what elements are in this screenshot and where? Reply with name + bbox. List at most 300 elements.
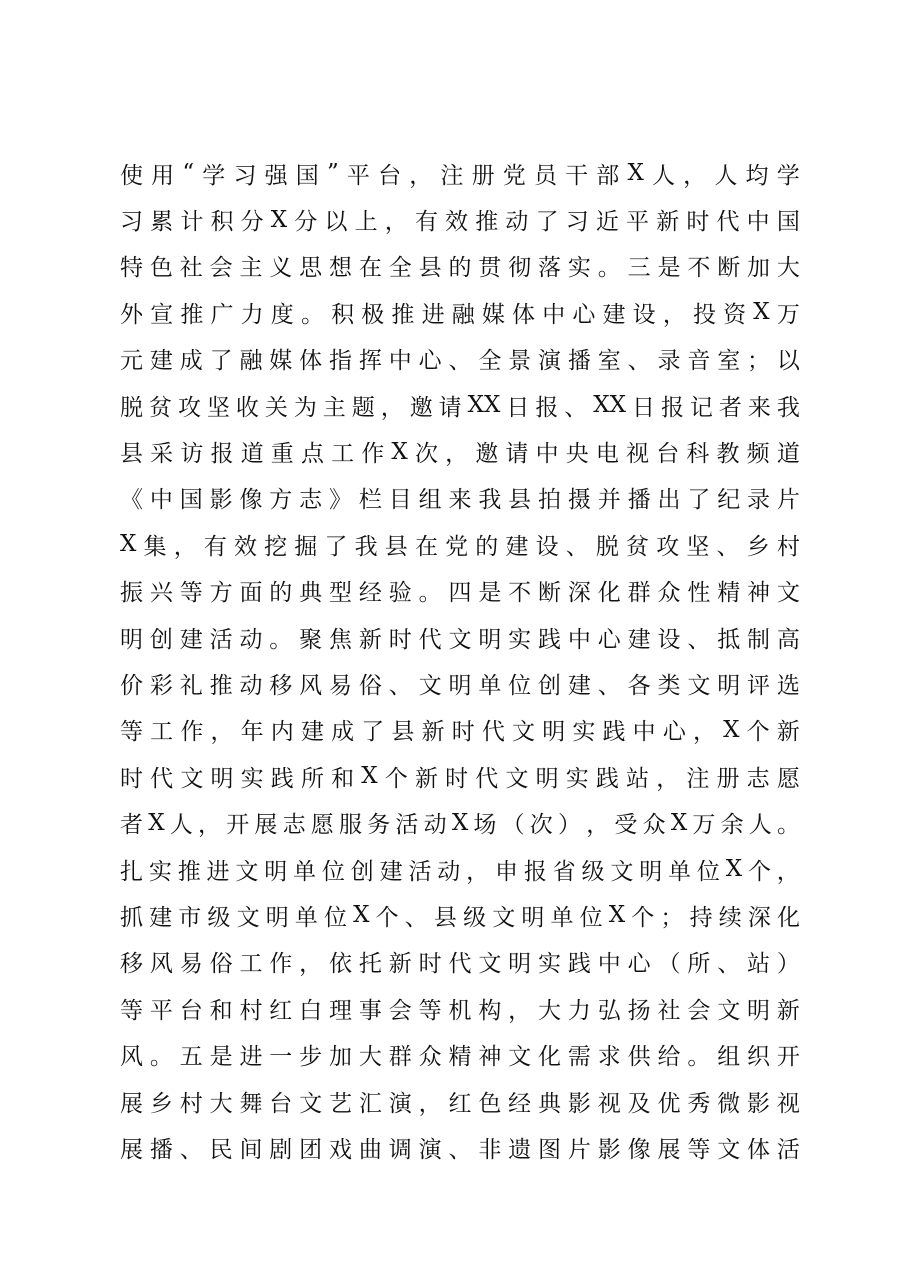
- text-glyph: 文: [418, 672, 442, 699]
- text-glyph: 国: [295, 162, 319, 189]
- text-glyph: ，: [384, 209, 408, 236]
- text-glyph: 代: [448, 951, 472, 978]
- text-glyph: 实: [240, 765, 264, 792]
- text-glyph: 作: [269, 951, 293, 978]
- text-glyph: 影: [597, 1136, 621, 1163]
- text-glyph: 心: [597, 626, 621, 653]
- text-glyph: 扎: [120, 858, 143, 885]
- text-glyph: 室: [717, 348, 741, 375]
- text-glyph: 中: [542, 301, 566, 328]
- text-glyph: 中: [746, 209, 770, 236]
- text-glyph: 文: [776, 580, 800, 607]
- text-glyph: 在: [414, 533, 438, 560]
- text-glyph: 实: [148, 858, 172, 885]
- text-glyph: 台: [656, 441, 680, 468]
- text-glyph: 非: [478, 1136, 502, 1163]
- text-glyph: 者: [120, 812, 143, 839]
- text-line: [120, 382, 800, 428]
- text-glyph: 报: [210, 441, 234, 468]
- text-glyph: 组: [717, 1044, 741, 1071]
- text-glyph: 民: [209, 1136, 233, 1163]
- text-glyph: 汇: [358, 1090, 382, 1117]
- text-glyph: 效: [445, 209, 469, 236]
- text-glyph: 务: [367, 812, 391, 839]
- text-glyph: 及: [627, 1090, 651, 1117]
- text-glyph: 演: [538, 348, 562, 375]
- text-glyph: 文: [235, 858, 259, 885]
- text-glyph: 台: [179, 997, 203, 1024]
- text-glyph: 彩: [149, 672, 173, 699]
- text-glyph: 来: [448, 487, 472, 514]
- text-glyph: 中: [597, 951, 621, 978]
- text-glyph: 邀: [475, 441, 499, 468]
- text-glyph: 媒: [481, 301, 505, 328]
- text-glyph: 弘: [597, 997, 621, 1024]
- text-glyph: 景: [508, 348, 532, 375]
- text-glyph: 高: [776, 626, 800, 653]
- text-glyph: 道: [240, 441, 264, 468]
- text-glyph: 、: [627, 348, 651, 375]
- text-glyph: 理: [329, 997, 353, 1024]
- text-glyph: 文: [687, 672, 711, 699]
- text-glyph: 强: [264, 162, 288, 189]
- text-glyph: 新: [414, 765, 438, 792]
- text-glyph: 央: [565, 441, 589, 468]
- text-glyph: 道: [776, 441, 800, 468]
- text-glyph: 新: [358, 626, 382, 653]
- text-glyph: 余: [720, 812, 744, 839]
- text-glyph: 五: [179, 1044, 203, 1071]
- text-glyph: 神: [478, 1044, 502, 1071]
- text-glyph: 易: [329, 672, 353, 699]
- text-glyph: 报: [535, 394, 559, 421]
- text-glyph: 了: [324, 533, 348, 560]
- text-glyph: 精: [717, 580, 741, 607]
- text-glyph: 风: [120, 1044, 143, 1071]
- text-glyph: 抓: [120, 904, 143, 931]
- text-glyph: 是: [657, 255, 681, 282]
- text-glyph: 四: [448, 580, 472, 607]
- text-glyph: 融: [239, 348, 263, 375]
- text-glyph: 成: [331, 719, 355, 746]
- text-glyph: 上: [354, 209, 378, 236]
- text-glyph: 代: [716, 209, 740, 236]
- text-glyph: ；: [660, 904, 684, 931]
- text-glyph: X: [753, 299, 770, 326]
- text-glyph: 设: [657, 626, 681, 653]
- text-glyph: 社: [657, 997, 681, 1024]
- text-glyph: 习: [120, 209, 143, 236]
- text-glyph: 践: [567, 951, 591, 978]
- text-glyph: 文: [448, 626, 472, 653]
- text-glyph: 需: [567, 1044, 591, 1071]
- text-glyph: 依: [329, 951, 353, 978]
- text-glyph: 建: [379, 858, 403, 885]
- text-glyph: 单: [294, 904, 318, 931]
- text-glyph: 者: [718, 394, 742, 421]
- text-glyph: 构: [478, 997, 502, 1024]
- text-glyph: 等: [179, 580, 203, 607]
- text-glyph: 文: [505, 765, 529, 792]
- text-glyph: 型: [329, 580, 353, 607]
- text-glyph: 代: [418, 626, 442, 653]
- text-glyph: 体: [512, 301, 536, 328]
- text-glyph: 影: [209, 487, 233, 514]
- text-glyph: 并: [597, 487, 621, 514]
- text-glyph: 加: [747, 255, 771, 282]
- text-glyph: 服: [339, 812, 362, 839]
- text-glyph: 体: [747, 1136, 771, 1163]
- text-glyph: X: [391, 438, 408, 465]
- text-glyph: 场: [473, 812, 497, 839]
- text-glyph: 动: [423, 812, 447, 839]
- text-glyph: 明: [508, 951, 532, 978]
- text-glyph: （: [501, 812, 525, 839]
- text-glyph: 脱: [595, 533, 619, 560]
- text-glyph: 位: [323, 904, 347, 931]
- text-glyph: 人: [169, 812, 193, 839]
- text-glyph: 乡: [746, 533, 770, 560]
- text-glyph: 明: [478, 626, 502, 653]
- text-glyph: 国: [179, 487, 203, 514]
- text-glyph: 三: [627, 255, 651, 282]
- text-line: [120, 150, 800, 196]
- text-glyph: 媒: [269, 348, 293, 375]
- text-glyph: 部: [596, 162, 620, 189]
- text-glyph: 等: [418, 997, 442, 1024]
- text-glyph: 《: [120, 487, 143, 514]
- text-glyph: ）: [558, 812, 581, 839]
- text-glyph: 开: [226, 812, 250, 839]
- text-glyph: 个: [375, 904, 399, 931]
- text-glyph: 性: [687, 580, 711, 607]
- text-glyph: 记: [689, 394, 713, 421]
- text-glyph: 册: [471, 162, 495, 189]
- text-glyph: 均: [745, 162, 769, 189]
- text-line: [120, 985, 800, 1031]
- text-glyph: 所: [687, 951, 711, 978]
- text-glyph: 平: [626, 209, 650, 236]
- text-glyph: 文: [512, 719, 536, 746]
- text-glyph: 省: [552, 858, 576, 885]
- text-glyph: 振: [120, 580, 143, 607]
- text-glyph: 拍: [538, 487, 562, 514]
- text-glyph: 坚: [686, 533, 710, 560]
- text-glyph: 文: [180, 765, 204, 792]
- text-glyph: 册: [716, 765, 740, 792]
- text-glyph: 攻: [656, 533, 680, 560]
- text-glyph: 经: [508, 1090, 532, 1117]
- text-glyph: 建: [179, 626, 203, 653]
- text-glyph: 图: [538, 1136, 562, 1163]
- text-glyph: 效: [234, 533, 257, 560]
- text-glyph: 会: [388, 997, 412, 1024]
- text-glyph: 活: [395, 812, 419, 839]
- text-glyph: 个: [384, 765, 408, 792]
- text-glyph: 中: [632, 719, 656, 746]
- text-glyph: 优: [657, 1090, 681, 1117]
- text-glyph: 工: [331, 441, 355, 468]
- text-glyph: 时: [451, 719, 475, 746]
- text-glyph: 设: [632, 301, 656, 328]
- text-glyph: 分: [240, 209, 264, 236]
- text-glyph: 个: [631, 904, 655, 931]
- text-glyph: 文: [610, 858, 634, 885]
- text-glyph: 落: [538, 255, 562, 282]
- text-glyph: 志: [746, 765, 770, 792]
- text-line: [120, 1031, 800, 1077]
- text-glyph: 文: [492, 904, 516, 931]
- text-glyph: 乡: [149, 1090, 173, 1117]
- text-glyph: 重: [270, 441, 294, 468]
- text-glyph: 时: [388, 626, 412, 653]
- text-glyph: 深: [567, 580, 591, 607]
- text-glyph: 。: [269, 626, 293, 653]
- text-glyph: 机: [448, 997, 472, 1024]
- text-glyph: 践: [538, 626, 562, 653]
- text-glyph: 位: [508, 672, 532, 699]
- text-glyph: 会: [687, 997, 711, 1024]
- text-glyph: 学: [776, 162, 800, 189]
- text-glyph: 红: [448, 1090, 472, 1117]
- text-glyph: 县: [433, 904, 457, 931]
- text-glyph: ，: [683, 162, 707, 189]
- text-glyph: 持: [689, 904, 713, 931]
- text-glyph: 戏: [329, 1136, 353, 1163]
- text-glyph: 时: [120, 765, 143, 792]
- text-glyph: 采: [150, 441, 174, 468]
- text-glyph: 县: [391, 719, 415, 746]
- text-glyph: 新: [776, 997, 800, 1024]
- text-glyph: 题: [351, 394, 375, 421]
- text-glyph: 彻: [508, 255, 532, 282]
- text-glyph: 移: [269, 672, 293, 699]
- text-glyph: 践: [270, 765, 294, 792]
- text-glyph: 中: [535, 441, 559, 468]
- text-glyph: 明: [717, 672, 741, 699]
- text-glyph: 不: [687, 255, 711, 282]
- text-glyph: 村: [776, 533, 800, 560]
- text-glyph: 心: [662, 719, 686, 746]
- text-glyph: 台: [269, 1090, 293, 1117]
- text-glyph: 。: [687, 1044, 711, 1071]
- text-glyph: 供: [627, 1044, 651, 1071]
- text-glyph: 新: [656, 209, 680, 236]
- text-glyph: 站: [626, 765, 650, 792]
- text-glyph: 文: [717, 997, 741, 1024]
- text-glyph: ，: [299, 951, 323, 978]
- text-glyph: 明: [542, 719, 566, 746]
- text-glyph: 类: [657, 672, 681, 699]
- text-glyph: 大: [776, 255, 800, 282]
- text-glyph: 展: [254, 812, 278, 839]
- text-glyph: 人: [748, 812, 772, 839]
- text-glyph: 、: [448, 348, 472, 375]
- text-glyph: 想: [329, 255, 353, 282]
- text-glyph: 、: [388, 672, 412, 699]
- text-glyph: 等: [120, 997, 143, 1024]
- text-glyph: 实: [565, 765, 589, 792]
- text-glyph: 文: [236, 904, 260, 931]
- text-glyph: 、: [716, 533, 740, 560]
- text-glyph: 以: [324, 209, 348, 236]
- text-glyph: ，: [692, 719, 716, 746]
- text-glyph: 群: [627, 580, 651, 607]
- text-glyph: X: [725, 856, 743, 883]
- text-glyph: 明: [639, 858, 663, 885]
- text-glyph: 在: [358, 255, 382, 282]
- text-glyph: 来: [747, 394, 771, 421]
- text-glyph: 动: [239, 626, 263, 653]
- text-glyph: 建: [149, 348, 173, 375]
- text-glyph: 计: [180, 209, 204, 236]
- text-glyph: 片: [567, 1136, 591, 1163]
- text-glyph: 是: [209, 1044, 233, 1071]
- text-glyph: 评: [747, 672, 771, 699]
- text-glyph: 调: [388, 1136, 412, 1163]
- text-glyph: 村: [179, 1090, 203, 1117]
- text-glyph: 时: [418, 951, 442, 978]
- text-glyph: 请: [438, 394, 462, 421]
- text-glyph: 邀: [409, 394, 433, 421]
- text-glyph: 典: [299, 580, 323, 607]
- text-glyph: X: [723, 716, 740, 743]
- text-glyph: 俗: [209, 951, 233, 978]
- text-glyph: 、: [404, 904, 428, 931]
- text-line: [120, 799, 800, 845]
- text-glyph: 作: [180, 719, 204, 746]
- text-glyph: 俗: [358, 672, 382, 699]
- text-glyph: 间: [239, 1136, 263, 1163]
- text-line: [120, 1078, 800, 1124]
- text-glyph: 焦: [329, 626, 353, 653]
- text-glyph: 新: [421, 719, 445, 746]
- text-glyph: 众: [642, 812, 666, 839]
- text-glyph: 代: [481, 719, 505, 746]
- text-glyph: 元: [120, 348, 143, 375]
- text-glyph: 频: [746, 441, 770, 468]
- text-glyph: 站: [747, 951, 771, 978]
- text-glyph: 县: [418, 255, 442, 282]
- text-glyph: 明: [521, 904, 545, 931]
- text-glyph: 我: [354, 533, 378, 560]
- text-glyph: 录: [657, 348, 681, 375]
- text-glyph: 日: [506, 394, 530, 421]
- text-glyph: 访: [180, 441, 204, 468]
- text-glyph: 极: [361, 301, 385, 328]
- text-glyph: 中: [567, 626, 591, 653]
- text-glyph: 级: [463, 904, 487, 931]
- text-glyph: 群: [388, 1044, 412, 1071]
- text-glyph: ，: [466, 858, 490, 885]
- text-glyph: 成: [179, 348, 203, 375]
- text-glyph: 大: [358, 1044, 382, 1071]
- text-glyph: 播: [627, 487, 651, 514]
- text-glyph: 步: [299, 1044, 323, 1071]
- text-glyph: 力: [567, 997, 591, 1024]
- text-glyph: 。: [418, 580, 442, 607]
- text-glyph: 色: [149, 255, 173, 282]
- text-glyph: 易: [179, 951, 203, 978]
- text-glyph: 风: [299, 672, 323, 699]
- text-glyph: 目: [388, 487, 412, 514]
- text-glyph: 内: [270, 719, 294, 746]
- text-glyph: 位: [321, 858, 345, 885]
- text-glyph: 特: [120, 255, 143, 282]
- text-glyph: 关: [264, 394, 288, 421]
- text-glyph: 级: [581, 858, 605, 885]
- text-glyph: 度: [270, 301, 294, 328]
- text-glyph: 红: [269, 997, 293, 1024]
- text-glyph: 单: [668, 858, 692, 885]
- text-glyph: 习: [233, 162, 257, 189]
- text-line: [120, 660, 800, 706]
- text-glyph: 思: [299, 255, 323, 282]
- text-glyph: 收: [235, 394, 259, 421]
- text-glyph: X: [353, 902, 370, 929]
- text-glyph: 脱: [120, 394, 143, 421]
- text-glyph: 明: [535, 765, 559, 792]
- text-glyph: 级: [207, 904, 231, 931]
- text-glyph: 托: [358, 951, 382, 978]
- text-line: [120, 475, 800, 521]
- text-glyph: 外: [120, 301, 143, 328]
- text-glyph: 是: [478, 580, 502, 607]
- text-glyph: 开: [776, 1044, 800, 1071]
- text-glyph: 请: [505, 441, 529, 468]
- text-glyph: 建: [567, 672, 591, 699]
- text-glyph: 有: [203, 533, 227, 560]
- text-glyph: 推: [391, 301, 415, 328]
- text-glyph: 指: [329, 348, 353, 375]
- text-glyph: 大: [538, 997, 562, 1024]
- text-line: [120, 753, 800, 799]
- text-glyph: 明: [747, 997, 771, 1024]
- text-glyph: 视: [597, 1090, 621, 1117]
- text-glyph: 一: [269, 1044, 293, 1071]
- text-glyph: 个: [746, 719, 770, 746]
- text-glyph: 人: [714, 162, 738, 189]
- text-glyph: 了: [361, 719, 385, 746]
- text-glyph: 面: [239, 580, 263, 607]
- text-glyph: 资: [723, 301, 747, 328]
- text-glyph: 团: [299, 1136, 323, 1163]
- text-glyph: 神: [747, 580, 771, 607]
- text-glyph: 录: [747, 487, 771, 514]
- text-glyph: 扬: [627, 997, 651, 1024]
- text-glyph: 次: [529, 812, 553, 839]
- text-glyph: 主: [239, 255, 263, 282]
- text-glyph: 了: [535, 209, 559, 236]
- text-glyph: 代: [150, 765, 174, 792]
- text-glyph: ，: [508, 997, 532, 1024]
- text-glyph: 动: [437, 858, 461, 885]
- text-glyph: 活: [776, 1136, 800, 1163]
- text-glyph: 社: [179, 255, 203, 282]
- text-glyph: 艺: [329, 1090, 353, 1117]
- text-glyph: 人: [652, 162, 675, 189]
- text-glyph: 和: [209, 997, 233, 1024]
- text-glyph: 员: [533, 162, 557, 189]
- text-glyph: ，: [656, 765, 680, 792]
- text-glyph: 单: [293, 858, 317, 885]
- text-glyph: 县: [120, 441, 143, 468]
- text-glyph: 展: [120, 1090, 143, 1117]
- text-glyph: 宣: [150, 301, 174, 328]
- text-glyph: 活: [408, 858, 432, 885]
- text-glyph: 、: [597, 672, 621, 699]
- text-glyph: 进: [206, 858, 230, 885]
